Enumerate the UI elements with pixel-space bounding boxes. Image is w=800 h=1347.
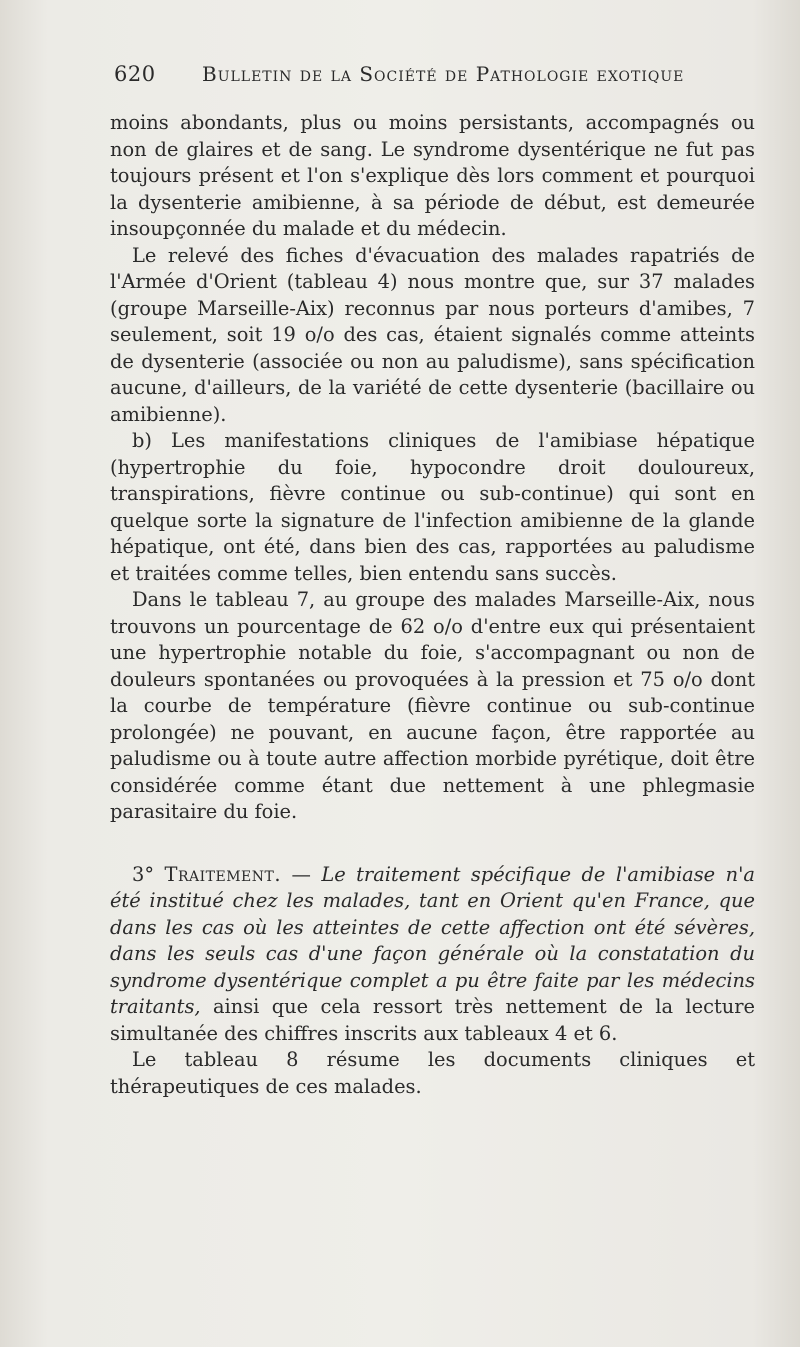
paragraph-evacuation-records: Le relevé des fiches d'évacuation des malades rapatriés de l'Armée d'Orient (tableau 4) nous montre que, sur 37 malades (groupe Marseille-Aix) reconnus par nous porteurs d'amibes, 7 seulement, soit 19 o/o des cas, étaient signalés comme atteints de dysenterie (associée ou non au paludisme), sans spécification aucune, d'ailleurs, de la variété de cette dysenterie (bacillaire ou amibienne). <box>110 243 755 426</box>
paragraph-treatment <box>110 862 755 1048</box>
section-number: 3° <box>132 862 155 886</box>
paragraph-table-8: Le tableau 8 résume les documents cliniques et thérapeutiques de ces malades. <box>110 1048 755 1098</box>
journal-title: Bulletin de la Société de Pathologie exotique <box>202 62 685 86</box>
paragraph-table-7: Dans le tableau 7, au groupe des malades Marseille-Aix, nous trouvons un pourcentage de 62 o/o d'entre eux qui présentaient une hypertrophie notable du foie, s'accompagnant ou non de douleurs spontanées ou provoquées à la pression et 75 o/o dont la courbe de température (fièvre continue ou sub-continue prolongée) ne pouvant, en aucune façon, être rapportée au paludisme ou à toute autre affection morbide pyrétique, doit être considérée comme étant due nettement à une phlegmasie parasitaire du foie. <box>110 588 755 823</box>
treatment-rest-text: ainsi que cela ressort très nettement de la lecture simultanée des chiffres inscrits aux tableaux 4 et 6. <box>110 995 755 1045</box>
treatment-italic-text: Le traitement spécifique de l'amibiase n'a été institué chez les malades, tant en Orient qu'en France, que dans les cas où les atteintes de cette affection ont été sévères, dans les seuls cas d'une façon générale où la constatation du syndrome dysentérique complet a pu être faite par les médecins traitants, <box>110 862 755 1018</box>
page-number: 620 <box>114 62 156 86</box>
section-dash: — <box>291 862 311 886</box>
paragraph-continuation: moins abondants, plus ou moins persistants, accompagnés ou non de glaires et de sang. Le syndrome dysentérique ne fut pas toujours présent et l'on s'explique dès lors comment et pourquoi la dysenterie amibienne, à sa période de début, est demeurée insoupçonnée du malade et du médecin. <box>110 111 755 240</box>
paragraph-hepatic-manifestations: b) Les manifestations cliniques de l'amibiase hépatique (hypertrophie du foie, hypocondre droit douloureux, transpirations, fièvre continue ou sub-continue) qui sont en quelque sorte la signature de l'infection amibienne de la glande hépatique, ont été, dans bien des cas, rapportées au paludisme et traitées comme telles, bien entendu sans succès. <box>110 429 755 585</box>
section-heading: Traitement. <box>164 862 281 886</box>
article-body <box>110 110 755 1100</box>
